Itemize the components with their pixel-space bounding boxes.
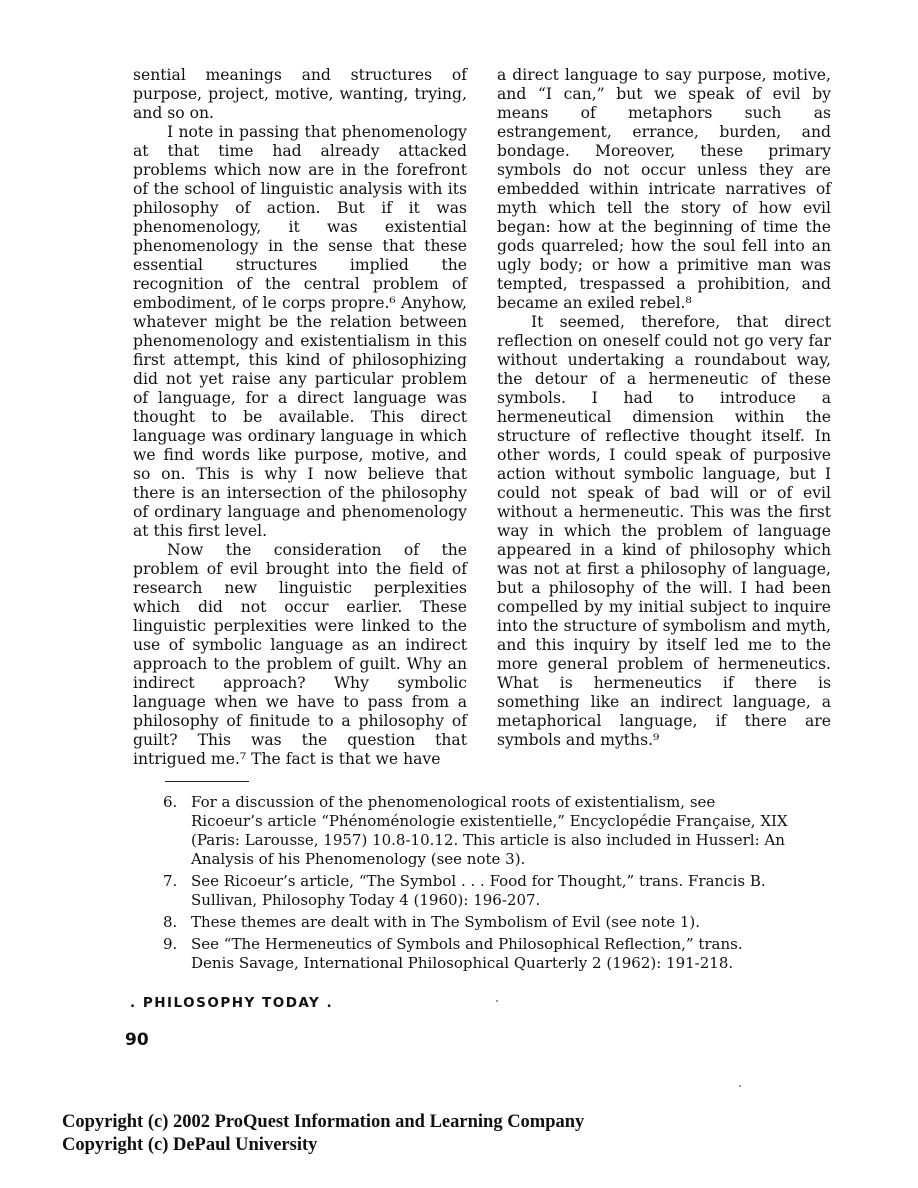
paragraph: It seemed, therefore, that direct reflection on oneself could not go very far without undertaking a roundabout way, the detour of a hermeneutic of these symbols. I had to introduce a hermeneutical dimension within the structure of reflective thought itself. In other words, I could speak of purposive action without symbolic language, but I could not speak of bad will or of evil without a hermeneutic. This was the first way in which the problem of language appeared in a kind of philosophy which was not at first a philosophy of language, but a philosophy of the will. I had been compelled by my initial subject to inquire into the structure of symbolism and myth, and this inquiry by itself led me to the more general problem of hermeneutics. What is hermeneutics if there is something like an indirect language, a metaphorical language, if there are symbols and myths.⁹ <box>497 313 831 749</box>
running-footer: . PHILOSOPHY TODAY . <box>130 995 334 1011</box>
footnote <box>163 872 788 910</box>
copyright-line: Copyright (c) 2002 ProQuest Information and Learning Company <box>62 1112 585 1132</box>
footnote-text: These themes are dealt with in The Symbolism of Evil (see note 1). <box>191 913 701 931</box>
footnote-text: For a discussion of the phenomenological roots of existentialism, see Ricoeur’s article “Phénoménologie existentielle,” Encyclopédie Française, XIX (Paris: Larousse, 1957) 10.8-10.12. This article is also included in Husserl: An Analysis of his Phenomenology (see note 3). <box>191 793 788 868</box>
scan-speck <box>739 1085 741 1087</box>
scan-speck <box>496 1000 498 1002</box>
left-text-column <box>133 66 467 769</box>
footnote <box>163 913 788 932</box>
paragraph: sential meanings and structures of purpose, project, motive, wanting, trying, and so on. <box>133 66 467 122</box>
paragraph: a direct language to say purpose, motive, and “I can,” but we speak of evil by means of metaphors such as estrangement, errance, burden, and bondage. Moreover, these primary symbols do not occur unless they are embedded within intricate narratives of myth which tell the story of how evil began: how at the beginning of time the gods quarreled; how the soul fell into an ugly body; or how a primitive man was tempted, trespassed a prohibition, and became an exiled rebel.⁸ <box>497 66 831 312</box>
paragraph: I note in passing that phenomenology at that time had already attacked problems which now are in the forefront of the school of linguistic analysis with its philosophy of action. But if it was phenomenology, it was existential phenomenology in the sense that these essential structures implied the recognition of the central problem of embodiment, of le corps propre.⁶ Anyhow, whatever might be the relation between phenomenology and existentialism in this first attempt, this kind of philosophizing did not yet raise any particular problem of language, for a direct language was thought to be available. This direct language was ordinary language in which we find words like purpose, motive, and so on. This is why I now believe that there is an intersection of the philosophy of ordinary language and phenomenology at this first level. <box>133 123 467 540</box>
footnote-separator <box>165 781 249 782</box>
footnote-number: 6. <box>163 793 178 811</box>
right-text-column <box>497 66 831 750</box>
footnote-number: 7. <box>163 872 178 890</box>
paragraph: Now the consideration of the problem of evil brought into the field of research new linguistic perplexities which did not occur earlier. These linguistic perplexities were linked to the use of symbolic language as an indirect approach to the problem of guilt. Why an indirect approach? Why symbolic language when we have to pass from a philosophy of finitude to a philosophy of guilt? This was the question that intrigued me.⁷ The fact is that we have <box>133 541 467 768</box>
footnote <box>163 935 788 973</box>
footnote-number: 9. <box>163 935 178 953</box>
footnote-text: See Ricoeur’s article, “The Symbol . . . Food for Thought,” trans. Francis B. Sullivan, Philosophy Today 4 (1960): 196-207. <box>191 872 766 909</box>
page-number: 90 <box>125 1030 149 1050</box>
footnotes <box>163 793 788 976</box>
copyright-line: Copyright (c) DePaul University <box>62 1135 318 1155</box>
footnote <box>163 793 788 869</box>
footnote-text: See “The Hermeneutics of Symbols and Philosophical Reflection,” trans. Denis Savage, International Philosophical Quarterly 2 (1962): 191-218. <box>191 935 743 972</box>
footnote-number: 8. <box>163 913 178 931</box>
